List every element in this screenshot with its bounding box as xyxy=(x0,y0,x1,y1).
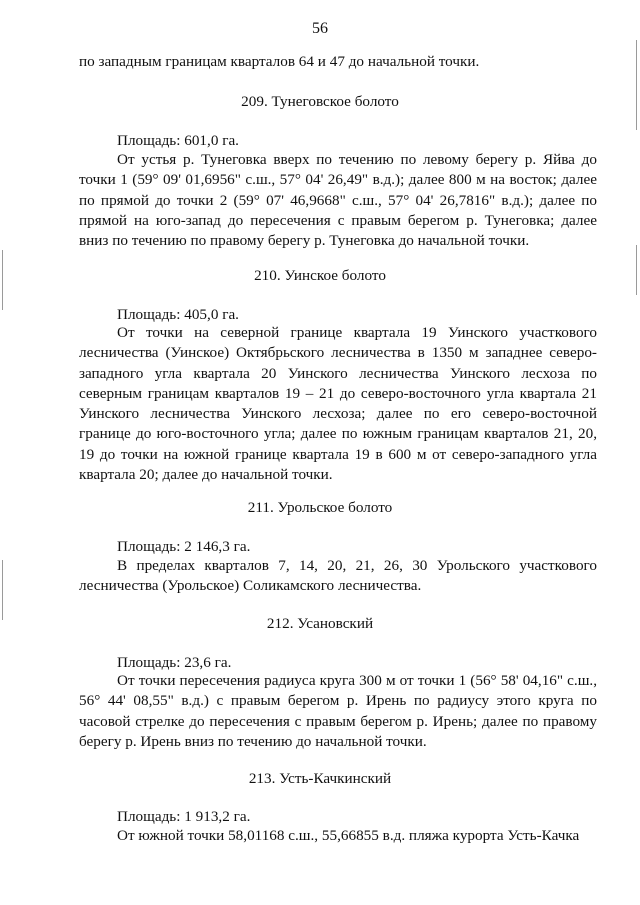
section-heading: 213. Усть-Качкинский xyxy=(248,770,392,787)
section-heading: 209. Тунеговское болото xyxy=(241,93,399,110)
section-description: От устья р. Тунеговка вверх по течению по левому берегу р. Яйва до точки 1 (59° 09' 01,6956" с.ш., 57° 04' 26,49" в.д.); далее 800 м на восток; далее по прямой до точки 2 (59° 07' 46,9668" с.ш., 57° 04' 26,7816" в.д.); далее по прямой на юго-запад до пересечения с правым берегом р. Тунеговка; далее вниз по течению по правому берегу р. Тунеговка до начальной точки. xyxy=(79,151,597,250)
scan-margin-line-right xyxy=(636,40,637,130)
section-area: Площадь: 1 913,2 га. xyxy=(117,808,251,825)
section-description: От точки пересечения радиуса круга 300 м от точки 1 (56° 58' 04,16" с.ш., 56° 44' 08,55" в.д.) с правым берегом р. Ирень по радиусу этого круга по часовой стрелке до пересечения с правым берегом р. Ирень; далее по правому берегу р. Ирень вниз по течению до начальной точки. xyxy=(79,672,597,750)
intro-paragraph: по западным границам кварталов 64 и 47 до начальной точки. xyxy=(79,53,480,70)
section-area: Площадь: 2 146,3 га. xyxy=(117,538,251,555)
section-description: От южной точки 58,01168 с.ш., 55,66855 в.д. пляжа курорта Усть-Качка xyxy=(117,827,580,844)
section-description: От точки на северной границе квартала 19 Уинского участкового лесничества (Уинское) Октябрьского лесничества в 1350 м западнее северо-западного угла квартала 20 Уинского лесничества Уинского лесхоза по северным границам кварталов 19 – 21 до северо-восточного угла квартала 21 Уинского лесничества Уинского лесхоза; далее по его северо-восточной границе до юго-восточного угла; далее по южным границам кварталов 21, 20, 19 до точки на южной границе квартала 19 в 600 м от северо-западного угла квартала 20; далее до начальной точки. xyxy=(79,324,597,484)
section-area: Площадь: 23,6 га. xyxy=(117,654,232,671)
section-area: Площадь: 601,0 га. xyxy=(117,132,239,149)
section-heading: 211. Урольское болото xyxy=(247,499,393,516)
section-heading: 212. Усановский xyxy=(266,615,374,632)
section-description: В пределах кварталов 7, 14, 20, 21, 26, 30 Урольского участкового лесничества (Урольское) Соликамского лесничества. xyxy=(79,557,597,595)
page-number: 56 xyxy=(312,20,328,37)
scan-margin-line-left xyxy=(2,560,3,620)
section-area: Площадь: 405,0 га. xyxy=(117,306,239,323)
section-heading: 210. Уинское болото xyxy=(254,267,386,284)
